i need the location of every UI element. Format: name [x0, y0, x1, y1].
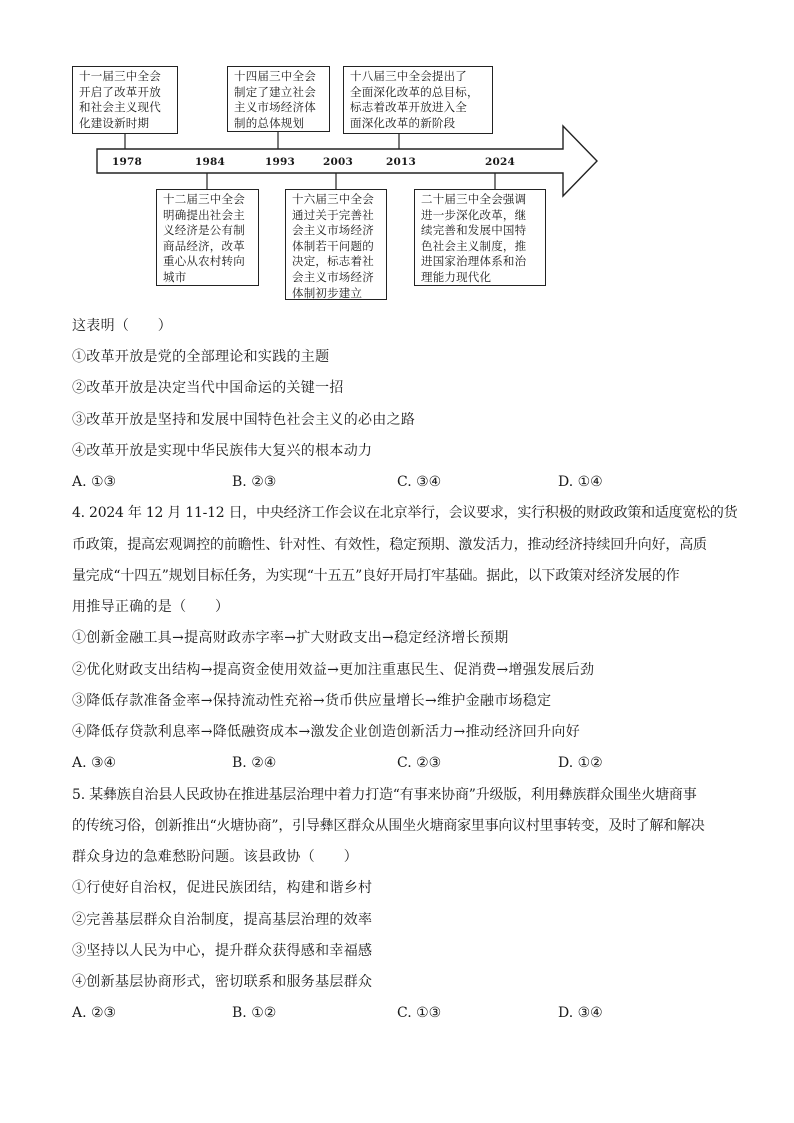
event-text: 十六届三中全会 — [292, 192, 374, 206]
statement-item: ③坚持以人民为中心，提升群众获得感和幸福感 — [72, 943, 373, 959]
event-box-1978 — [72, 66, 178, 134]
event-text: 进一步深化改革，继 — [421, 207, 527, 222]
statement-item: ④改革开放是实现中华民族伟大复兴的根本动力 — [72, 443, 373, 459]
year-label: 2003 — [323, 156, 354, 168]
statement-item: ②优化财政支出结构→提高资金使用效益→更加注重惠民生、促消费→增强发展后劲 — [72, 662, 595, 678]
event-text: 和社会主义现代 — [79, 100, 161, 115]
event-box-2013 — [343, 66, 493, 134]
event-box-1984 — [156, 189, 259, 286]
option-d[interactable]: D. ③④ — [558, 1005, 603, 1021]
statement-item: ①创新金融工具→提高财政赤字率→扩大财政支出→稳定经济增长预期 — [72, 630, 509, 646]
event-text: 商品经济，改革 — [163, 238, 245, 253]
option-b[interactable]: B. ②④ — [232, 755, 277, 771]
event-box-2024 — [414, 189, 546, 286]
event-text: 决定，标志着社 — [292, 254, 374, 269]
year-label: 1984 — [195, 156, 226, 168]
event-text: 十二届三中全会 — [163, 192, 245, 206]
event-text: 城市 — [163, 269, 187, 284]
event-text: 主义市场经济体 — [234, 100, 316, 115]
question-stem: 4. 2024 年 12 月 11-12 日，中央经济工作会议在北京举行，会议要求，实行积极的财政政策和适度宽松的货 — [72, 505, 738, 521]
event-text: 会主义市场经济 — [292, 223, 374, 238]
event-text: 义经济是公有制 — [163, 223, 245, 238]
question-stem: 的传统习俗，创新推出“火塘协商”，引导彝区群众从围坐火塘商家里事向议村里事转变，及时了解和解决 — [72, 818, 705, 834]
event-text: 体制初步建立 — [292, 285, 363, 300]
option-c[interactable]: C. ①③ — [397, 1005, 442, 1021]
statement-item: ②改革开放是决定当代中国命运的关键一招 — [72, 380, 344, 396]
statement-item: ④创新基层协商形式，密切联系和服务基层群众 — [72, 974, 373, 990]
event-text: 标志着改革开放进入全 — [350, 100, 467, 115]
event-text: 面深化改革的新阶段 — [350, 115, 456, 130]
question-stem: 5. 某彝族自治县人民政协在推进基层治理中着力打造“有事来协商”升级版，利用彝族群众围坐火塘商事 — [72, 787, 697, 803]
question-stem: 币政策，提高宏观调控的前瞻性、针对性、有效性，稳定预期、激发活力，推动经济持续回升向好，高质 — [72, 537, 707, 553]
event-text: 续完善和发展中国特 — [421, 223, 527, 238]
event-text: 十八届三中全会提出了 — [350, 69, 467, 83]
year-label: 1993 — [265, 156, 296, 168]
year-label: 1978 — [112, 156, 143, 168]
option-a[interactable]: A. ②③ — [72, 1005, 117, 1021]
question-stem: 用推导正确的是（ ） — [72, 599, 230, 615]
question-stem: 群众身边的急难愁盼问题。该县政协（ ） — [72, 849, 358, 865]
event-text: 色社会主义制度，推 — [421, 238, 527, 253]
event-text: 体制若干问题的 — [292, 238, 374, 253]
event-text: 会主义市场经济 — [292, 269, 374, 284]
timeline-figure — [0, 0, 794, 310]
option-b[interactable]: B. ②③ — [232, 474, 277, 490]
event-box-2003 — [285, 189, 387, 300]
option-a[interactable]: A. ③④ — [72, 755, 117, 771]
year-label: 2013 — [386, 156, 417, 168]
timeline-arrow — [0, 0, 794, 310]
event-text: 重心从农村转向 — [163, 254, 245, 269]
answer-options — [72, 472, 722, 492]
event-text: 进国家治理体系和治 — [421, 254, 527, 269]
event-text: 通过关于完善社 — [292, 207, 374, 222]
option-a[interactable]: A. ①③ — [72, 474, 117, 490]
option-c[interactable]: C. ③④ — [397, 474, 442, 490]
event-text: 化建设新时期 — [79, 115, 150, 130]
event-text: 制定了建立社会 — [234, 84, 316, 99]
option-b[interactable]: B. ①② — [232, 1005, 277, 1021]
statement-item: ③改革开放是坚持和发展中国特色社会主义的必由之路 — [72, 412, 416, 428]
event-box-1993 — [227, 66, 330, 132]
year-label: 2024 — [485, 156, 516, 168]
event-text: 开启了改革开放 — [79, 84, 161, 99]
event-text: 十四届三中全会 — [234, 69, 316, 83]
event-text: 理能力现代化 — [421, 269, 492, 284]
option-d[interactable]: D. ①④ — [558, 474, 603, 490]
event-text: 二十届三中全会强调 — [421, 192, 527, 206]
event-text: 制的总体规划 — [234, 115, 305, 130]
option-c[interactable]: C. ②③ — [397, 755, 442, 771]
event-text: 十一届三中全会 — [79, 69, 161, 83]
question-stem: 这表明（ ） — [72, 318, 173, 334]
statement-item: ①行使好自治权，促进民族团结，构建和谐乡村 — [72, 880, 373, 896]
statement-item: ③降低存款准备金率→保持流动性充裕→货币供应量增长→维护金融市场稳定 — [72, 693, 552, 709]
event-text: 全面深化改革的总目标， — [350, 84, 479, 99]
event-text: 明确提出社会主 — [163, 207, 245, 222]
question-stem: 量完成“十四五”规划目标任务，为实现“十五五”良好开局打牢基础。据此，以下政策对经济发展的作 — [72, 568, 680, 584]
statement-item: ②完善基层群众自治制度，提高基层治理的效率 — [72, 912, 373, 928]
statement-item: ④降低存贷款利息率→降低融资成本→激发企业创造创新活力→推动经济回升向好 — [72, 724, 580, 740]
answer-options — [72, 753, 722, 773]
option-d[interactable]: D. ①② — [558, 755, 603, 771]
answer-options — [72, 1003, 722, 1023]
statement-item: ①改革开放是党的全部理论和实践的主题 — [72, 349, 330, 365]
